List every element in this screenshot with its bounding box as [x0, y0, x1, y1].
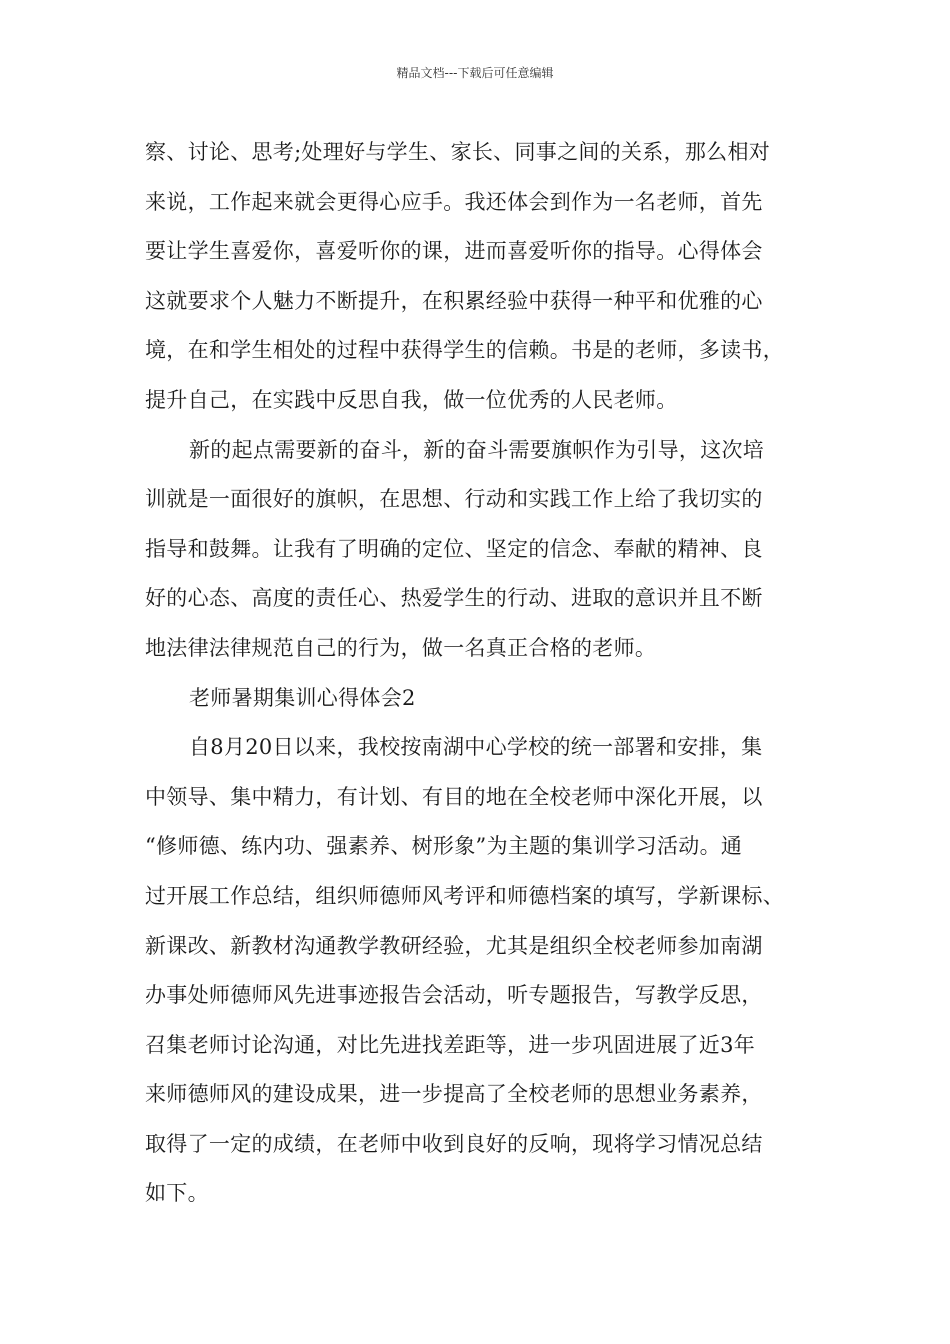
- text-line: 好的心态、高度的责任心、热爱学生的行动、进取的意识并且不断: [145, 586, 763, 611]
- text-line: 要让学生喜爱你，喜爱听你的课，进而喜爱听你的指导。心得体会: [145, 239, 763, 264]
- text-line: 如下。: [145, 1181, 209, 1206]
- text-line: 训就是一面很好的旗帜，在思想、行动和实践工作上给了我切实的: [145, 487, 763, 512]
- paragraph-3: [145, 723, 825, 1219]
- document-body: [145, 128, 825, 1219]
- text-line: 这就要求个人魅力不断提升，在积累经验中获得一种平和优雅的心: [145, 288, 763, 313]
- text-line: 新的起点需要新的奋斗，新的奋斗需要旗帜作为引导，这次培: [189, 437, 765, 462]
- text-line: 察、讨论、思考;处理好与学生、家长、同事之间的关系，那么相对: [145, 140, 771, 164]
- page-header: 精品文档---下载后可任意编辑: [396, 66, 554, 80]
- text-line: 来说，工作起来就会更得心应手。我还体会到作为一名老师，首先: [145, 189, 763, 214]
- text-line: 自8月20日以来，我校按南湖中心学校的统一部署和安排，集: [189, 735, 763, 760]
- text-line: “修师德、练内功、强素养、树形象”为主题的集训学习活动。通: [145, 834, 743, 859]
- text-line: 新课改、新教材沟通教学教研经验，尤其是组织全校老师参加南湖: [145, 933, 763, 958]
- text-line: 地法律法律规范自己的行为，做一名真正合格的老师。: [145, 635, 657, 660]
- text-line: 指导和鼓舞。让我有了明确的定位、坚定的信念、奉献的精神、良: [145, 536, 763, 561]
- text-line: 取得了一定的成绩，在老师中收到良好的反响，现将学习情况总结: [145, 1131, 763, 1156]
- text-line: 办事处师德师风先进事迹报告会活动，听专题报告，写教学反思，: [145, 983, 763, 1008]
- text-line: 中领导、集中精力，有计划、有目的地在全校老师中深化开展，以: [145, 784, 763, 809]
- paragraph-1: [145, 128, 825, 426]
- text-line: 提升自己，在实践中反思自我，做一位优秀的人民老师。: [145, 387, 678, 412]
- heading-text: 老师暑期集训心得体会2: [189, 685, 416, 710]
- text-line: 境，在和学生相处的过程中获得学生的信赖。书是的老师，多读书，: [145, 338, 784, 363]
- text-line: 来师德师风的建设成果，进一步提高了全校老师的思想业务素养，: [145, 1082, 763, 1107]
- text-line: 召集老师讨论沟通，对比先进找差距等，进一步巩固进展了近3年: [145, 1032, 756, 1057]
- section-heading: [145, 674, 825, 724]
- paragraph-2: [145, 426, 825, 674]
- text-line: 过开展工作总结，组织师德师风考评和师德档案的填写，学新课标、: [145, 883, 784, 908]
